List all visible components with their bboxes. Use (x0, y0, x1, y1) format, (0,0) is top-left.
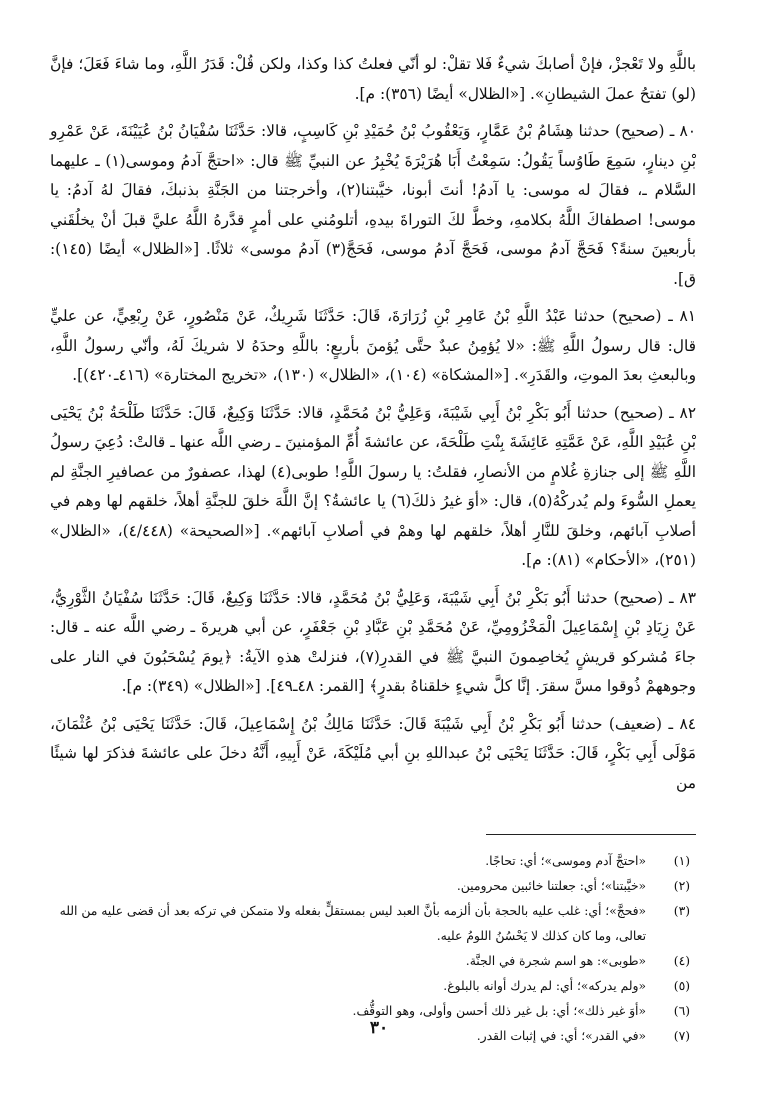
footnote-text: «طوبى»: هو اسم شجرة في الجنَّة. (465, 954, 646, 968)
footnote-number: (٣) (673, 904, 690, 918)
footnote-item (50, 849, 696, 874)
footnote-number: (٦) (673, 1004, 690, 1018)
hadith-81: ٨١ ـ (صحيح) حدثنا عَبْدُ اللَّهِ بْنُ عَامِرِ بْنِ زُرَارَةَ، قَالَ: حَدَّثَنَا شَرِيكٌ، عَنْ مَنْصُورٍ، عَنْ رِبْعِيٍّ، عن عليٍّ قال: قال رسولُ اللَّهِ ﷺ: «لا يُؤمِنُ عبدٌ حتَّى يُؤمنَ بأربعٍ: باللَّهِ وحدَهُ لا شريكَ لَهُ، وأنّي رسولُ اللَّهِ، وبالبعثِ بعدَ الموتِ، والقَدَرِ». [«المشكاة» (١٠٤)، «الظلال» (١٣٠)، «تخريج المختارة» (٤١٦ـ٤٢٠)]. (50, 307, 696, 384)
footnote-item (50, 874, 696, 899)
footnote-item (50, 949, 696, 974)
footnote-number: (٢) (673, 879, 690, 893)
footnote-number: (٤) (673, 954, 690, 968)
paragraph-continuation: باللَّهِ ولا تَعْجزْ، فإنْ أصابكَ شيءٌ فَلا تقلْ: لو أنّي فعلتُ كذا وكذا، ولكن قُلْ: قَدَرُ اللَّهِ، وما شاءَ فَعَلَ؛ فإنَّ (لو) تفتحُ عملَ الشيطانِ». [«الظلال» أيضًا (٣٥٦): م]. (50, 55, 696, 103)
footnote-text: «فحجَّ»؛ أي: غلب عليه بالحجة بأن ألزمه بأنَّ العبد ليس بمستقلٍّ بفعله ولا متمكن في تركه بعد أن قضى عليه من الله تعالى، وما كان كذلك لا يَحْسُنُ اللومُ عليه. (59, 904, 646, 943)
footnote-number: (٧) (673, 1029, 690, 1043)
hadith-83: ٨٣ ـ (صحيح) حدثنا أَبُو بَكْرِ بْنُ أَبِي شَيْبَةَ، وَعَلِيُّ بْنُ مُحَمَّدٍ، قالا: حَدَّثَنَا وَكِيعٌ، قَالَ: حَدَّثَنَا سُفْيَانُ الثَّوْرِيُّ، عَنْ زِيَادِ بْنِ إِسْمَاعِيلَ الْمَخْزُومِيِّ، عَنْ مُحَمَّدِ بْنِ عَبَّادِ بْنِ جَعْفَرٍ، عن أبي هريرةَ ـ رضي اللَّه عنه ـ قال: جاءَ مُشركو قريشٍ يُخاصِمونَ النبيَّ ﷺ في القدرِ(٧)، فنزلتْ هذهِ الآيةُ: ﴿يومَ يُسْحَبُونَ في النار على وجوههمْ ذُوقوا مسَّ سقرَ. إنَّا كلَّ شيءٍ خلقناهُ بقدرٍ﴾ [القمر: ٤٨ـ٤٩]. [«الظلال» (٣٤٩): م]. (50, 588, 696, 695)
footnote-number: (١) (673, 854, 690, 868)
hadith-82: ٨٢ ـ (صحيح) حدثنا أَبُو بَكْرِ بْنُ أَبِي شَيْبَةَ، وَعَلِيُّ بْنُ مُحَمَّدٍ، قالا: حَدَّثَنَا وَكِيعٌ، قَالَ: حَدَّثَنَا طَلْحَةُ بْنُ يَحْيَى بْنِ عُبَيْدِ اللَّهِ، عَنْ عَمَّتِهِ عَائِشَةَ بِنْتِ طَلْحَةَ، عن عائشةَ أُمِّ المؤمنينَ ـ رضي اللَّه عنها ـ قالتْ: دُعِيَ رسولُ اللَّهِ ﷺ إلى جنازةِ غُلامٍ من الأنصارِ، فقلتُ: يا رسولَ اللَّهِ! طوبى(٤) لهذا، عصفورٌ من عصافيرِ الجنَّةِ لم يعملِ السُّوءَ ولم يُدركْهُ(٥)، قال: «أوَ غيرُ ذلكَ(٦) يا عائشةُ؟ إنَّ اللَّهَ خلقَ للجنَّةِ أهلاً، خلقهم لها وهم في أصلابِ آبائهم، وخلقَ للنَّارِ أهلاً، خلقهم لها وهمْ في أصلابِ آبائهم». [«الصحيحة» (٤/٤٤٨)، «الظلال» (٢٥١)، «الأحكام» (٨١): م]. (50, 403, 697, 569)
hadith-80: ٨٠ ـ (صحيح) حدثنا هِشَامُ بْنُ عَمَّارٍ، وَيَعْقُوبُ بْنُ حُمَيْدِ بْنِ كَاسِبٍ، قالا: حَدَّثَنَا سُفْيَانُ بْنُ عُيَيْنَةَ، عَنْ عَمْرِو بْنِ دينارٍ، سَمِعَ طَاوُساً يَقُولُ: سَمِعْتُ أَبَا هُرَيْرَةَ يُخْبِرُ عن النبيِّ ﷺ قال: «احتجَّ آدمُ وموسى(١) ـ عليهما السَّلام ـ، فقالَ له موسى: يا آدمُ! أنتَ أبونا، خيَّبتنا(٢)، وأخرجتنا من الجَنَّةِ بذنبكَ، فقالَ لهُ آدمُ: يا موسى! اصطفاكَ اللَّهُ بكلامهِ، وخطَّ لكَ التوراةَ بيدهِ، أتلومُني على أمرٍ قدَّرهُ اللَّهُ عليَّ قبلَ أنْ يخلُقَني بأربعينَ سنةً؟ فَحَجَّ آدمُ موسى، فَحَجَّ آدمُ موسى، فَحَجَّ(٣) آدمُ موسى» ثلاثًا. [«الظلال» أيضًا (١٤٥): ق]. (50, 122, 697, 288)
hadith-84: ٨٤ ـ (ضعيف) حدثنا أَبُو بَكْرِ بْنُ أَبِي شَيْبَةَ قَالَ: حَدَّثَنَا مَالِكُ بْنُ إِسْمَاعِيلَ، قَالَ: حَدَّثَنَا يَحْيَى بْنُ عُثْمَانَ، مَوْلَى أَبِي بَكْرٍ، قَالَ: حَدَّثَنَا يَحْيَى بْنُ عبداللهِ بنِ أبي مُلَيْكَةَ، عَنْ أَبِيهِ، أَنَّهُ دخلَ على عائشةَ فذكرَ لها شيئًا من (50, 714, 696, 792)
footnote-text: «في القدر»؛ أي: في إثبات القدر. (476, 1029, 646, 1043)
footnote-text: «خيَّبتنا»؛ أي: جعلتنا خائبين محرومين. (456, 879, 646, 893)
page-number: ٣٠ (369, 1018, 389, 1038)
footnote-item (50, 974, 696, 999)
footnote-divider (486, 834, 696, 835)
footnote-number: (٥) (673, 979, 690, 993)
footnote-text: «أوَ غير ذلك»؛ أي: بل غير ذلك أحسن وأولى، وهو التوقُّف. (352, 1004, 646, 1018)
footnote-text: «ولم يدركه»؛ أي: لم يدرك أوانه بالبلوغ. (443, 979, 646, 993)
main-text (50, 50, 696, 798)
footnote-text: «احتجَّ آدم وموسى»؛ أي: تحاجًا. (485, 854, 646, 868)
footnote-item (50, 899, 696, 949)
